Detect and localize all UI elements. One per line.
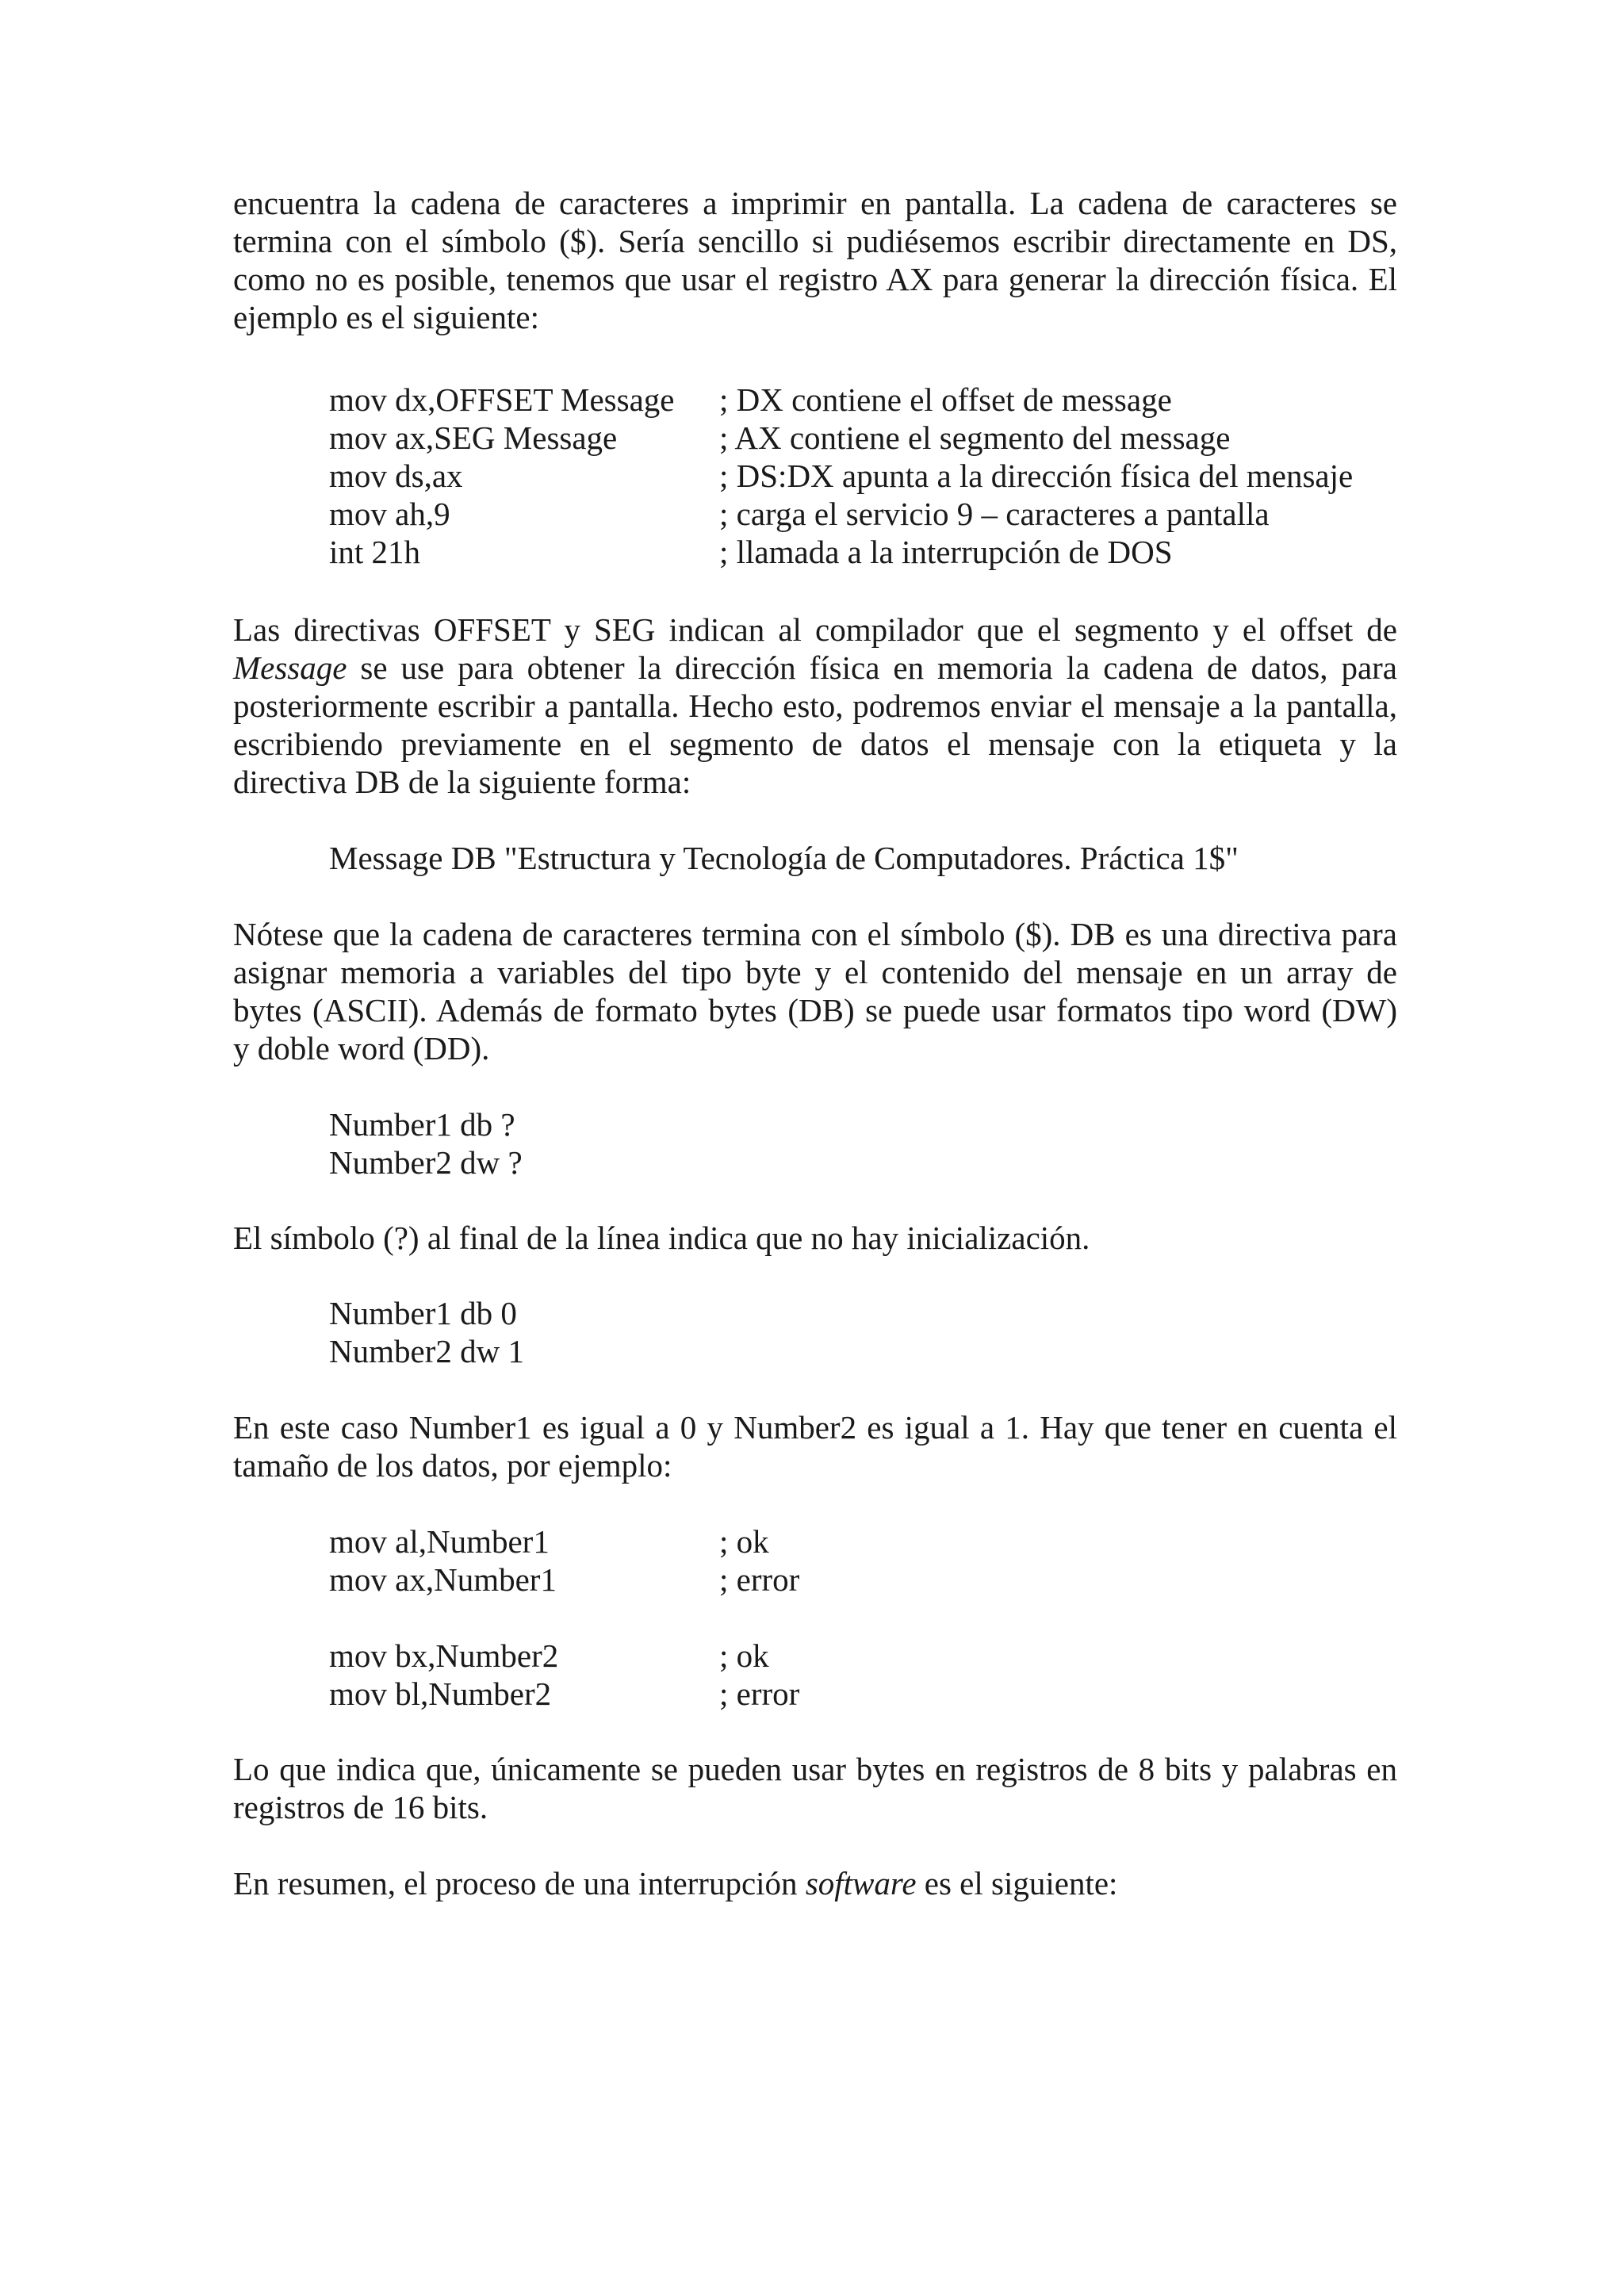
italic-term: software: [805, 1865, 917, 1901]
text-line: El símbolo (?) al final de la línea indica que no hay inicialización.: [233, 1220, 1090, 1256]
paragraph-directives: [233, 611, 1397, 801]
code-instruction: mov bl,Number2: [329, 1676, 552, 1712]
text-line: directiva DB de la siguiente forma:: [233, 764, 691, 800]
text-line: registros de 16 bits.: [233, 1789, 488, 1825]
code-instruction: mov dx,OFFSET Message: [329, 381, 675, 418]
code-instruction: Number2 dw ?: [329, 1144, 523, 1181]
code-instruction: Number2 dw 1: [329, 1333, 524, 1369]
text-fragment: es el siguiente:: [916, 1865, 1118, 1901]
text-line: asignar memoria a variables del tipo byte y el contenido del mensaje en un array de: [233, 954, 1397, 990]
code-instruction: mov bx,Number2: [329, 1637, 559, 1674]
code-instruction: Message DB "Estructura y Tecnología de Computadores. Práctica 1$": [329, 840, 1239, 876]
paragraph-summary: [233, 1864, 1397, 1902]
code-instruction: mov ax,Number1: [329, 1561, 557, 1598]
text-fragment: En resumen, el proceso de una interrupción: [233, 1865, 806, 1901]
code-instruction: Number1 db ?: [329, 1106, 515, 1143]
text-line: encuentra la cadena de caracteres a imprimir en pantalla. La cadena de caracteres se: [233, 185, 1397, 221]
code-instruction: Number1 db 0: [329, 1295, 517, 1331]
code-comment: ; DX contiene el offset de message: [719, 381, 1172, 418]
code-instruction: int 21h: [329, 534, 421, 570]
italic-term: Message: [233, 649, 347, 686]
text-line: escribiendo previamente en el segmento de datos el mensaje con la etiqueta y la: [233, 726, 1397, 762]
paragraph-registers: [233, 1750, 1397, 1826]
text-line: como no es posible, tenemos que usar el registro AX para generar la dirección física. El: [233, 261, 1397, 297]
code-comment: ; llamada a la interrupción de DOS: [719, 534, 1173, 570]
code-comment: ; DS:DX apunta a la dirección física del mensaje: [719, 458, 1354, 494]
text-fragment: se use para obtener la dirección física en memoria la cadena de datos, para: [347, 649, 1397, 686]
text-line: Nótese que la cadena de caracteres termina con el símbolo ($). DB es una directiva para: [233, 916, 1397, 952]
text-line: bytes (ASCII). Además de formato bytes (DB) se puede usar formatos tipo word (DW): [233, 992, 1397, 1028]
code-comment: ; error: [719, 1561, 800, 1598]
code-comment: ; error: [719, 1676, 800, 1712]
paragraph-data-size: [233, 1408, 1397, 1484]
text-line: posteriormente escribir a pantalla. Hecho esto, podremos enviar el mensaje a la pantalla,: [233, 687, 1397, 724]
paragraph-db-note: [233, 915, 1397, 1067]
text-line: [233, 1864, 1397, 1902]
code-comment: ; carga el servicio 9 – caracteres a pantalla: [719, 496, 1270, 532]
text-line: En este caso Number1 es igual a 0 y Number2 es igual a 1. Hay que tener en cuenta el: [233, 1409, 1397, 1446]
code-instruction: mov al,Number1: [329, 1523, 550, 1560]
code-instruction: mov ah,9: [329, 496, 450, 532]
paragraph-intro: [233, 184, 1397, 336]
paragraph-question-symbol: [233, 1219, 1397, 1257]
code-instruction: mov ds,ax: [329, 458, 463, 494]
code-comment: ; ok: [719, 1637, 769, 1674]
text-line: tamaño de los datos, por ejemplo:: [233, 1447, 672, 1484]
code-instruction: mov ax,SEG Message: [329, 419, 618, 456]
text-line: Las directivas OFFSET y SEG indican al compilador que el segmento y el offset de: [233, 611, 1397, 648]
code-comment: ; ok: [719, 1523, 769, 1560]
text-line: y doble word (DD).: [233, 1030, 490, 1067]
text-line: Lo que indica que, únicamente se pueden usar bytes en registros de 8 bits y palabras en: [233, 1751, 1397, 1787]
code-comment: ; AX contiene el segmento del message: [719, 419, 1231, 456]
text-line: termina con el símbolo ($). Sería sencillo si pudiésemos escribir directamente en DS,: [233, 223, 1397, 259]
text-line: ejemplo es el siguiente:: [233, 299, 539, 335]
text-line: [233, 649, 1397, 687]
